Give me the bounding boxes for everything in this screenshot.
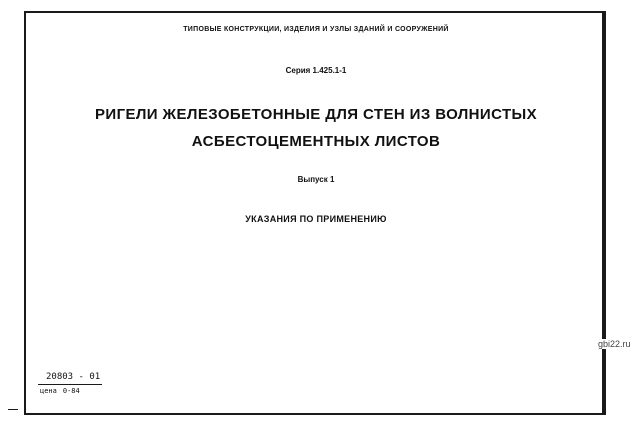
stamp-divider bbox=[38, 384, 102, 385]
document-purpose: УКАЗАНИЯ ПО ПРИМЕНЕНИЮ bbox=[245, 214, 387, 224]
stamp-price-value: 0-84 bbox=[62, 387, 80, 395]
document-title-line-1: РИГЕЛИ ЖЕЛЕЗОБЕТОННЫЕ ДЛЯ СТЕН ИЗ ВОЛНИСТЫХ bbox=[94, 106, 538, 123]
catalog-stamp bbox=[34, 372, 104, 396]
stamp-price-label: цена bbox=[40, 387, 57, 395]
watermark-link[interactable]: gbi22.ru bbox=[598, 339, 631, 349]
series-category-header: ТИПОВЫЕ КОНСТРУКЦИИ, ИЗДЕЛИЯ И УЗЛЫ ЗДАНИЙ И СООРУЖЕНИЙ bbox=[183, 26, 449, 33]
series-number: Серия 1.425.1-1 bbox=[285, 66, 347, 75]
issue-number: Выпуск 1 bbox=[297, 175, 335, 184]
document-title-line-2: АСБЕСТОЦЕМЕНТНЫХ ЛИСТОВ bbox=[191, 133, 441, 150]
stamp-code: 20803 - 01 bbox=[46, 372, 101, 382]
stamp-price-row bbox=[34, 387, 104, 396]
corner-mark bbox=[8, 409, 18, 410]
